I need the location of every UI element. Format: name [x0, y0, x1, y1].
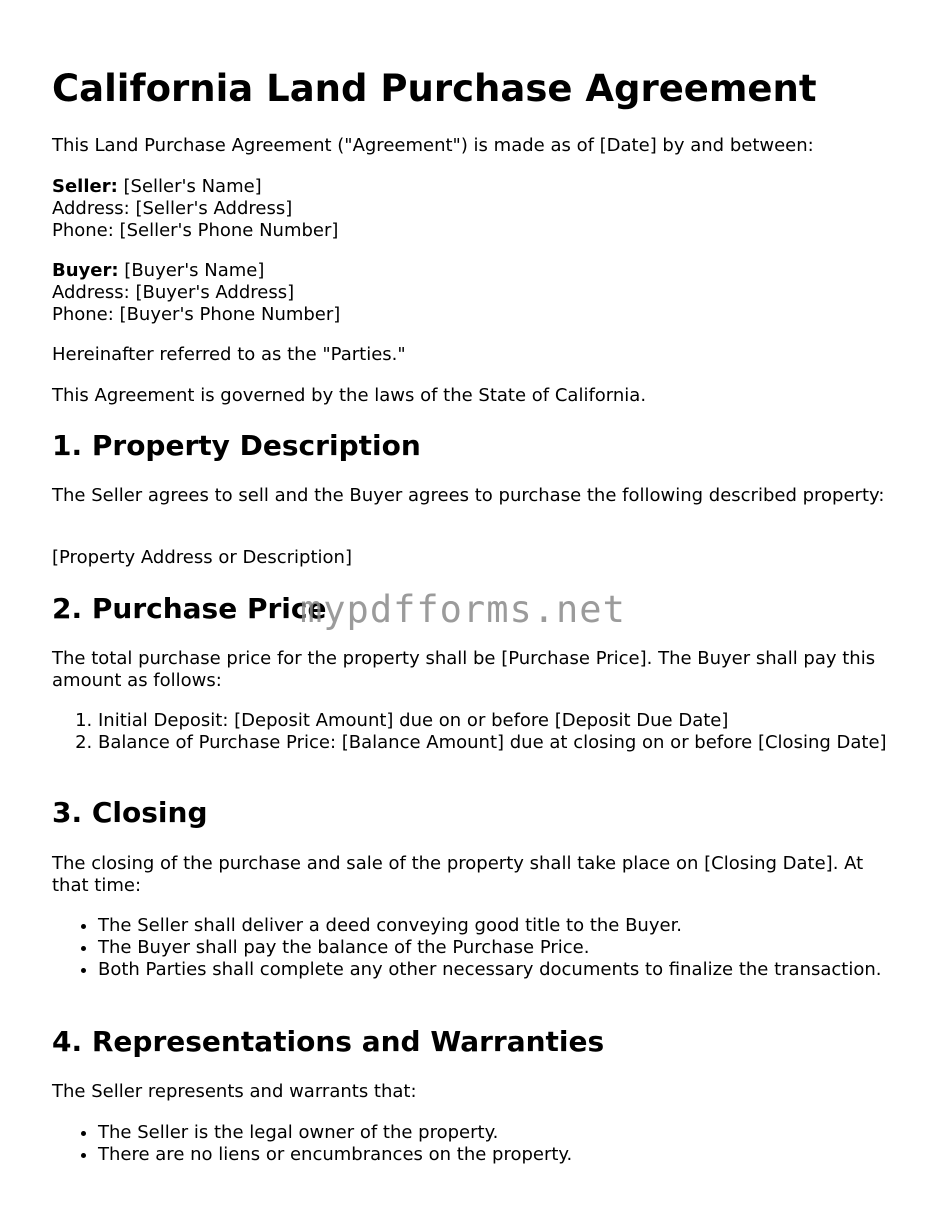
governing-law: This Agreement is governed by the laws of the State of California.: [52, 385, 647, 406]
section-text-property-description: The Seller agrees to sell and the Buyer agrees to purchase the following described property:: [52, 485, 885, 506]
seller-address: Address: [Seller's Address]: [52, 198, 293, 219]
watermark: mypdfforms.net: [300, 588, 626, 631]
list-item: • The Seller shall deliver a deed conveying good title to the Buyer.: [98, 915, 898, 937]
section-text-closing: The closing of the purchase and sale of the property shall take place on [Closing Date]. At that time:: [52, 853, 864, 896]
section-heading-closing: 3. Closing: [52, 796, 208, 829]
document-title: California Land Purchase Agreement: [52, 67, 817, 110]
parties-note: Hereinafter referred to as the "Parties.": [52, 344, 406, 365]
warranties-list: [52, 1122, 898, 1166]
seller-block: [52, 176, 892, 242]
section-heading-representations: 4. Representations and Warranties: [52, 1025, 605, 1058]
property-placeholder: [Property Address or Description]: [52, 547, 352, 568]
section-text-representations: The Seller represents and warrants that:: [52, 1081, 417, 1102]
list-item: • The Seller is the legal owner of the property.: [98, 1122, 898, 1144]
list-item: • The Buyer shall pay the balance of the Purchase Price.: [98, 937, 898, 959]
buyer-phone: Phone: [Buyer's Phone Number]: [52, 304, 341, 325]
section-heading-property-description: 1. Property Description: [52, 429, 421, 462]
buyer-label: Buyer:: [52, 260, 119, 281]
list-item: 1. Initial Deposit: [Deposit Amount] due on or before [Deposit Due Date]: [98, 710, 898, 732]
seller-label: Seller:: [52, 176, 118, 197]
list-item: • Both Parties shall complete any other necessary documents to finalize the transaction.: [98, 959, 898, 981]
buyer-line: [52, 260, 892, 282]
closing-list: [52, 915, 898, 981]
seller-line: [52, 176, 892, 198]
buyer-address: Address: [Buyer's Address]: [52, 282, 295, 303]
payment-list: [52, 710, 898, 754]
section-heading-purchase-price: 2. Purchase Price: [52, 592, 327, 625]
seller-name: [Seller's Name]: [123, 176, 262, 197]
section-text-purchase-price: The total purchase price for the property shall be [Purchase Price]. The Buyer shall pay this amount as follows:: [52, 648, 876, 691]
list-item: • There are no liens or encumbrances on the property.: [98, 1144, 898, 1166]
buyer-name: [Buyer's Name]: [124, 260, 265, 281]
buyer-block: [52, 260, 892, 326]
intro-paragraph: This Land Purchase Agreement ("Agreement") is made as of [Date] by and between:: [52, 135, 814, 156]
seller-phone: Phone: [Seller's Phone Number]: [52, 220, 339, 241]
list-item: 2. Balance of Purchase Price: [Balance Amount] due at closing on or before [Closing Date]: [98, 732, 898, 754]
